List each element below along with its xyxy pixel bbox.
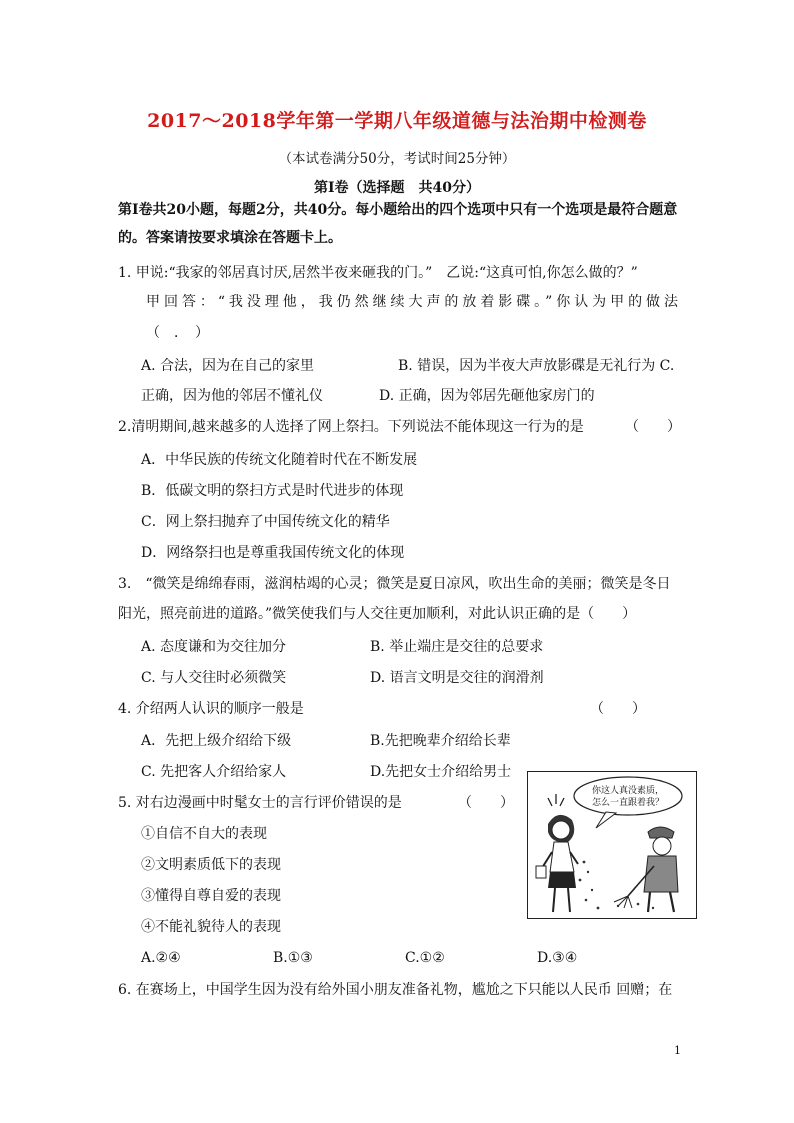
cartoon-bubble-line-2: 怎么一直跟着我？ <box>591 798 665 808</box>
q5-option-c: C.①② <box>405 950 445 966</box>
q5-stem: 5. 对右边漫画中时髦女士的言行评价错误的是 <box>118 795 402 811</box>
q4-option-c: C. 先把客人介绍给家人 <box>141 764 287 780</box>
q1-stem-line-2: 甲回答：“我没理他，我仍然继续大声的放着影碟。”你认为甲的做法 <box>146 294 678 310</box>
q1-stem-line-1: 1. 甲说:“我家的邻居真讨厌,居然半夜来砸我的门。” 乙说:“这真可怕,你怎么做的？” <box>118 265 638 281</box>
q1-answer-paren: （ ． ） <box>146 325 209 341</box>
q6-stem: 6. 在赛场上，中国学生因为没有给外国小朋友准备礼物，尴尬之下只能以人民币 回赠；在 <box>118 982 673 998</box>
cartoon-bubble-line-1: 你这人真没素质， <box>591 786 665 796</box>
q2-option-a: A．中华民族的传统文化随着时代在不断发展 <box>141 452 418 468</box>
q5-option-a: A.②④ <box>141 950 181 966</box>
q2-option-b: B．低碳文明的祭扫方式是时代进步的体现 <box>141 483 404 499</box>
q4-option-a: A．先把上级介绍给下级 <box>141 733 292 749</box>
exam-subtitle: （本试卷满分50分，考试时间25分钟） <box>278 151 516 167</box>
q4-stem: 4. 介绍两人认识的顺序一般是 <box>118 701 304 717</box>
q2-stem: 2.清明期间,越来越多的人选择了网上祭扫。下列说法不能体现这一行为的是 <box>118 419 584 435</box>
q5-item-4: ④不能礼貌待人的表现 <box>141 919 281 935</box>
page-number: 1 <box>674 1044 681 1057</box>
street-sweeper-figure <box>614 827 678 912</box>
q3-option-a: A. 态度谦和为交往加分 <box>141 639 287 655</box>
q2-option-d: D．网络祭扫也是尊重我国传统文化的体现 <box>141 545 405 561</box>
q4-option-b: B.先把晚辈介绍给长辈 <box>370 733 511 749</box>
q5-item-1: ①自信不自大的表现 <box>141 826 267 842</box>
exam-title: 2017～2018学年第一学期八年级道德与法治期中检测卷 <box>147 110 647 132</box>
q5-cartoon <box>527 771 697 919</box>
fashionable-woman-figure <box>536 815 578 912</box>
q1-options-line-2: 正确，因为他的邻居不懂礼仪 D. 正确，因为邻居先砸他家房门的 <box>141 388 595 404</box>
q5-option-b: B.①③ <box>273 950 313 966</box>
q3-option-c: C. 与人交往时必须微笑 <box>141 670 287 686</box>
q3-option-b: B. 举止端庄是交往的总要求 <box>370 639 544 655</box>
q5-item-3: ③懂得自尊自爱的表现 <box>141 888 281 904</box>
q5-answer-paren: （ ） <box>458 795 514 811</box>
cartoon-drawing <box>528 772 696 918</box>
section-title: 第Ⅰ卷（选择题 共40分） <box>313 180 481 196</box>
q2-answer-paren: （ ） <box>625 419 681 435</box>
q5-item-2: ②文明素质低下的表现 <box>141 857 281 873</box>
q4-option-d: D.先把女士介绍给男士 <box>370 764 512 780</box>
instructions-line-2: 的。答案请按要求填涂在答题卡上。 <box>118 230 342 246</box>
q1-options-line-1: A. 合法，因为在自己的家里 B. 错误，因为半夜大声放影碟是无礼行为 C. <box>141 358 675 374</box>
q3-stem-line-2: 阳光，照亮前进的道路。”微笑使我们与人交往更加顺利，对此认识正确的是（ ） <box>118 606 637 622</box>
q4-answer-paren: （ ） <box>590 701 646 717</box>
q3-option-d: D. 语言文明是交往的润滑剂 <box>370 670 544 686</box>
instructions-line-1: 第Ⅰ卷共20小题，每题2分，共40分。每小题给出的四个选项中只有一个选项是最符合题意 <box>118 202 678 218</box>
q2-option-c: C．网上祭扫抛弃了中国传统文化的精华 <box>141 514 390 530</box>
q3-stem-line-1: 3. “微笑是绵绵春雨，滋润枯竭的心灵；微笑是夏日凉风，吹出生命的美丽；微笑是冬日 <box>118 576 671 592</box>
q5-option-d: D.③④ <box>537 950 578 966</box>
